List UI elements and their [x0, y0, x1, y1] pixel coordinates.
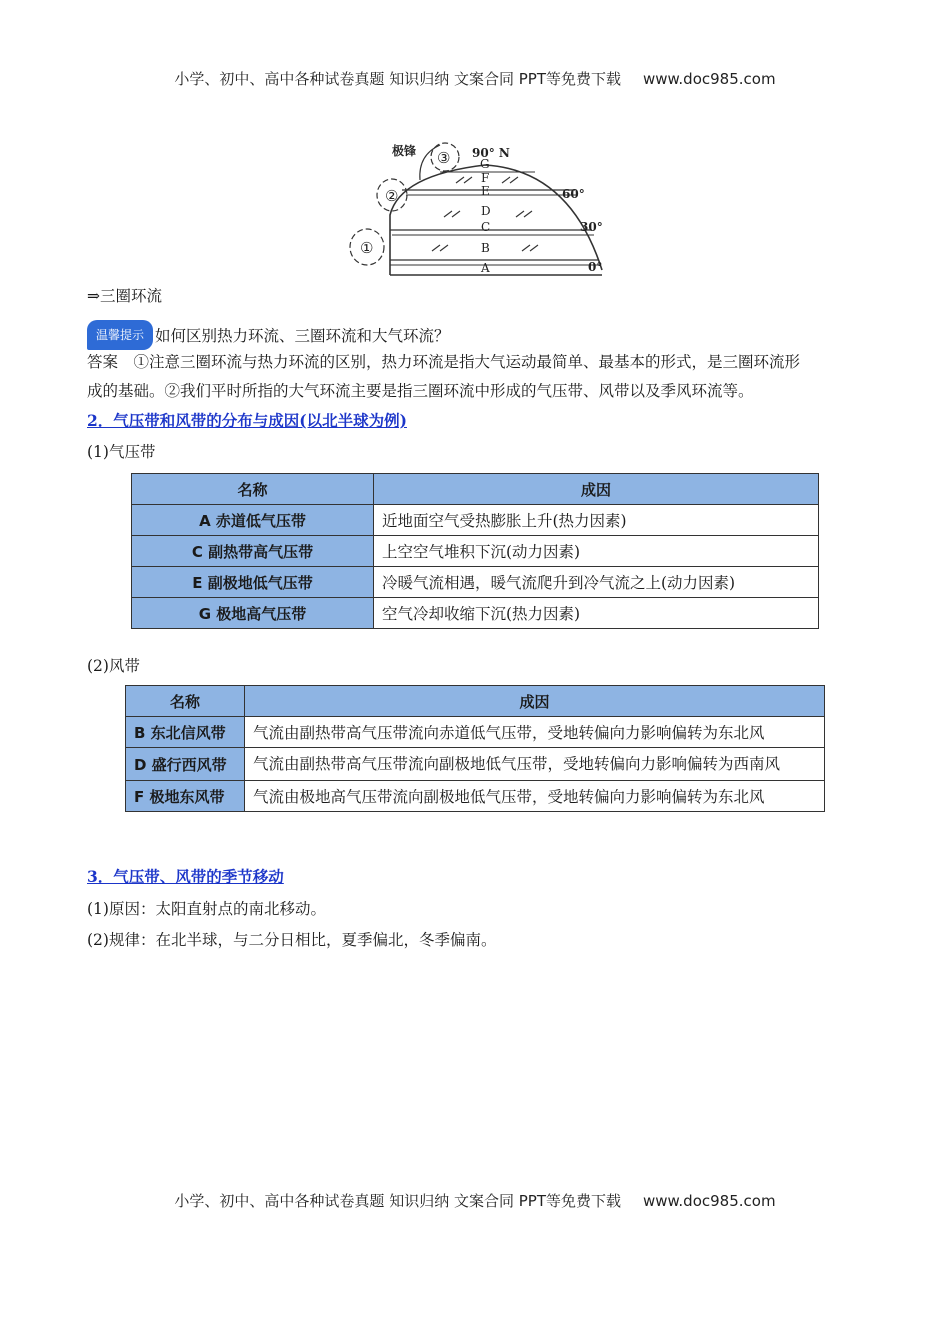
three-cell-circulation-diagram: [340, 135, 620, 280]
three-cell-label: ⇒三圈环流: [87, 287, 162, 305]
tip-line: [87, 320, 877, 350]
row-cause: 冷暖气流相遇，暖气流爬升到冷气流之上(动力因素): [374, 567, 819, 598]
table-row: [126, 748, 825, 781]
lat-90-label: 90° N: [472, 146, 510, 160]
pressure-belt-subtitle: (1)气压带: [87, 443, 156, 461]
letter-e: E: [481, 184, 490, 198]
row-name: F 极地东风带: [126, 781, 245, 812]
polar-front-label: 极锋: [392, 144, 417, 158]
pressure-belt-table: [131, 473, 819, 629]
row-cause: 上空空气堆积下沉(动力因素): [374, 536, 819, 567]
row-cause: 空气冷却收缩下沉(热力因素): [374, 598, 819, 629]
lat-60-label: 60°: [562, 187, 585, 201]
cell-1-label: ①: [360, 239, 374, 257]
footer-site: www.doc985.com: [642, 1192, 776, 1210]
section-2-title: 2．气压带和风带的分布与成因(以北半球为例): [87, 411, 407, 430]
table-header-row: [132, 474, 819, 505]
header-text: 小学、初中、高中各种试卷真题 知识归纳 文案合同 PPT等免费下载: [174, 70, 621, 88]
wind-belt-table: [125, 685, 825, 812]
section-3-line-2: (2)规律：在北半球，与二分日相比，夏季偏北，冬季偏南。: [87, 931, 497, 949]
lat-0-label: 0°: [588, 260, 603, 274]
row-name: A 赤道低气压带: [132, 505, 374, 536]
table-row: [132, 505, 819, 536]
letter-g: G: [480, 157, 490, 171]
table-row: [132, 598, 819, 629]
page-header: [0, 68, 950, 89]
col-cause-header: 成因: [245, 686, 825, 717]
row-name: D 盛行西风带: [126, 748, 245, 781]
row-cause: 气流由极地高气压带流向副极地低气压带，受地转偏向力影响偏转为东北风: [245, 781, 825, 812]
header-site: www.doc985.com: [642, 70, 776, 88]
letter-c: C: [481, 220, 491, 234]
section-3-line-1: (1)原因：太阳直射点的南北移动。: [87, 900, 326, 918]
tip-question: 如何区别热力环流、三圈环流和大气环流？: [155, 327, 450, 345]
table-row: [126, 717, 825, 748]
row-cause: 气流由副热带高气压带流向副极地低气压带，受地转偏向力影响偏转为西南风: [245, 748, 825, 781]
page-footer: [0, 1190, 950, 1211]
col-name-header: 名称: [126, 686, 245, 717]
answer-line-2: 成的基础。②我们平时所指的大气环流主要是指三圈环流中形成的气压带、风带以及季风环流等。: [87, 382, 754, 400]
table-row: [132, 536, 819, 567]
footer-text: 小学、初中、高中各种试卷真题 知识归纳 文案合同 PPT等免费下载: [174, 1192, 621, 1210]
letter-d: D: [481, 204, 491, 218]
row-name: E 副极地低气压带: [132, 567, 374, 598]
col-cause-header: 成因: [374, 474, 819, 505]
section-3-title: 3．气压带、风带的季节移动: [87, 867, 284, 886]
answer-line-1: 答案 ①注意三圈环流与热力环流的区别，热力环流是指大气运动最简单、最基本的形式，是三圈环流形: [87, 353, 801, 371]
lat-30-label: 30°: [580, 220, 603, 234]
letter-b: B: [481, 241, 490, 255]
tip-badge: 温馨提示: [87, 320, 153, 350]
row-name: B 东北信风带: [126, 717, 245, 748]
col-name-header: 名称: [132, 474, 374, 505]
letter-f: F: [481, 171, 490, 185]
row-name: C 副热带高气压带: [132, 536, 374, 567]
table-row: [126, 781, 825, 812]
row-cause: 气流由副热带高气压带流向赤道低气压带，受地转偏向力影响偏转为东北风: [245, 717, 825, 748]
row-cause: 近地面空气受热膨胀上升(热力因素): [374, 505, 819, 536]
cell-3-label: ③: [437, 149, 451, 167]
table-header-row: [126, 686, 825, 717]
table-row: [132, 567, 819, 598]
wind-belt-subtitle: (2)风带: [87, 657, 140, 675]
row-name: G 极地高气压带: [132, 598, 374, 629]
cell-2-label: ②: [385, 187, 399, 205]
letter-a: A: [481, 261, 490, 275]
